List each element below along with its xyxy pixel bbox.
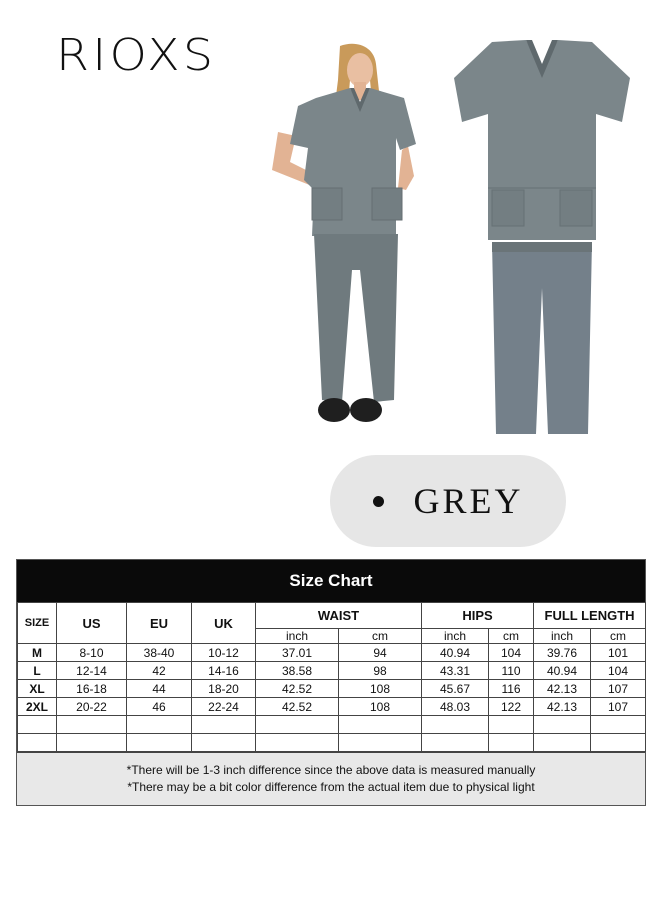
- table-cell: [127, 734, 192, 752]
- table-cell: 42.13: [534, 698, 591, 716]
- note-color: *There may be a bit color difference from the actual item due to physical light: [127, 780, 535, 794]
- table-cell: 40.94: [422, 644, 489, 662]
- table-cell: L: [18, 662, 57, 680]
- table-cell: 110: [489, 662, 534, 680]
- table-cell: [18, 716, 57, 734]
- unit-cm: cm: [591, 629, 646, 644]
- table-cell: 12-14: [57, 662, 127, 680]
- table-cell: 38.58: [256, 662, 339, 680]
- unit-cm: cm: [339, 629, 422, 644]
- table-cell: 116: [489, 680, 534, 698]
- table-cell: [422, 716, 489, 734]
- bullet-icon: [373, 496, 384, 507]
- unit-inch: inch: [256, 629, 339, 644]
- size-notes: [17, 752, 645, 805]
- table-cell: 98: [339, 662, 422, 680]
- table-cell: 2XL: [18, 698, 57, 716]
- color-option-grey[interactable]: [330, 455, 566, 547]
- note-measurement: *There will be 1-3 inch difference since the above data is measured manually: [126, 763, 536, 777]
- table-cell: [57, 734, 127, 752]
- table-cell: [591, 734, 646, 752]
- table-cell: [534, 734, 591, 752]
- table-cell: 101: [591, 644, 646, 662]
- col-eu: EU: [127, 603, 192, 644]
- col-size: SIZE: [18, 603, 57, 644]
- table-cell: [534, 716, 591, 734]
- table-cell: [256, 716, 339, 734]
- col-waist: WAIST: [256, 603, 422, 629]
- table-cell: XL: [18, 680, 57, 698]
- table-cell: 46: [127, 698, 192, 716]
- col-uk: UK: [192, 603, 256, 644]
- table-cell: 10-12: [192, 644, 256, 662]
- table-cell: [18, 734, 57, 752]
- size-chart: [16, 559, 646, 806]
- table-row-empty: [18, 734, 646, 752]
- color-name: GREY: [413, 481, 524, 521]
- table-cell: 16-18: [57, 680, 127, 698]
- size-chart-title: Size Chart: [17, 560, 645, 602]
- table-cell: 18-20: [192, 680, 256, 698]
- table-cell: 37.01: [256, 644, 339, 662]
- table-cell: 42.13: [534, 680, 591, 698]
- unit-cm: cm: [489, 629, 534, 644]
- table-cell: 107: [591, 680, 646, 698]
- table-cell: [57, 716, 127, 734]
- table-cell: 20-22: [57, 698, 127, 716]
- table-cell: 44: [127, 680, 192, 698]
- table-cell: 108: [339, 680, 422, 698]
- unit-inch: inch: [534, 629, 591, 644]
- table-cell: 104: [489, 644, 534, 662]
- table-cell: 107: [591, 698, 646, 716]
- table-cell: [422, 734, 489, 752]
- table-row: [18, 680, 646, 698]
- table-cell: 45.67: [422, 680, 489, 698]
- table-cell: [489, 734, 534, 752]
- table-cell: 48.03: [422, 698, 489, 716]
- table-cell: 42.52: [256, 680, 339, 698]
- table-cell: [489, 716, 534, 734]
- table-cell: 42: [127, 662, 192, 680]
- table-cell: [339, 734, 422, 752]
- table-cell: [192, 734, 256, 752]
- brand-logo: RIOXS: [56, 30, 217, 81]
- table-cell: [339, 716, 422, 734]
- table-row: [18, 662, 646, 680]
- table-cell: 108: [339, 698, 422, 716]
- table-cell: 38-40: [127, 644, 192, 662]
- table-cell: 39.76: [534, 644, 591, 662]
- col-full-length: FULL LENGTH: [534, 603, 646, 629]
- table-cell: 122: [489, 698, 534, 716]
- table-cell: [192, 716, 256, 734]
- table-cell: 14-16: [192, 662, 256, 680]
- product-flat-photo: [452, 38, 632, 440]
- col-us: US: [57, 603, 127, 644]
- table-row: [18, 644, 646, 662]
- size-table: [17, 602, 646, 752]
- table-cell: 42.52: [256, 698, 339, 716]
- table-cell: 104: [591, 662, 646, 680]
- table-cell: 94: [339, 644, 422, 662]
- table-cell: [591, 716, 646, 734]
- table-cell: [256, 734, 339, 752]
- model-photo: [268, 40, 428, 440]
- table-cell: M: [18, 644, 57, 662]
- table-cell: 22-24: [192, 698, 256, 716]
- unit-inch: inch: [422, 629, 489, 644]
- col-hips: HIPS: [422, 603, 534, 629]
- table-cell: 8-10: [57, 644, 127, 662]
- table-cell: 40.94: [534, 662, 591, 680]
- table-row: [18, 698, 646, 716]
- table-cell: [127, 716, 192, 734]
- table-row-empty: [18, 716, 646, 734]
- table-cell: 43.31: [422, 662, 489, 680]
